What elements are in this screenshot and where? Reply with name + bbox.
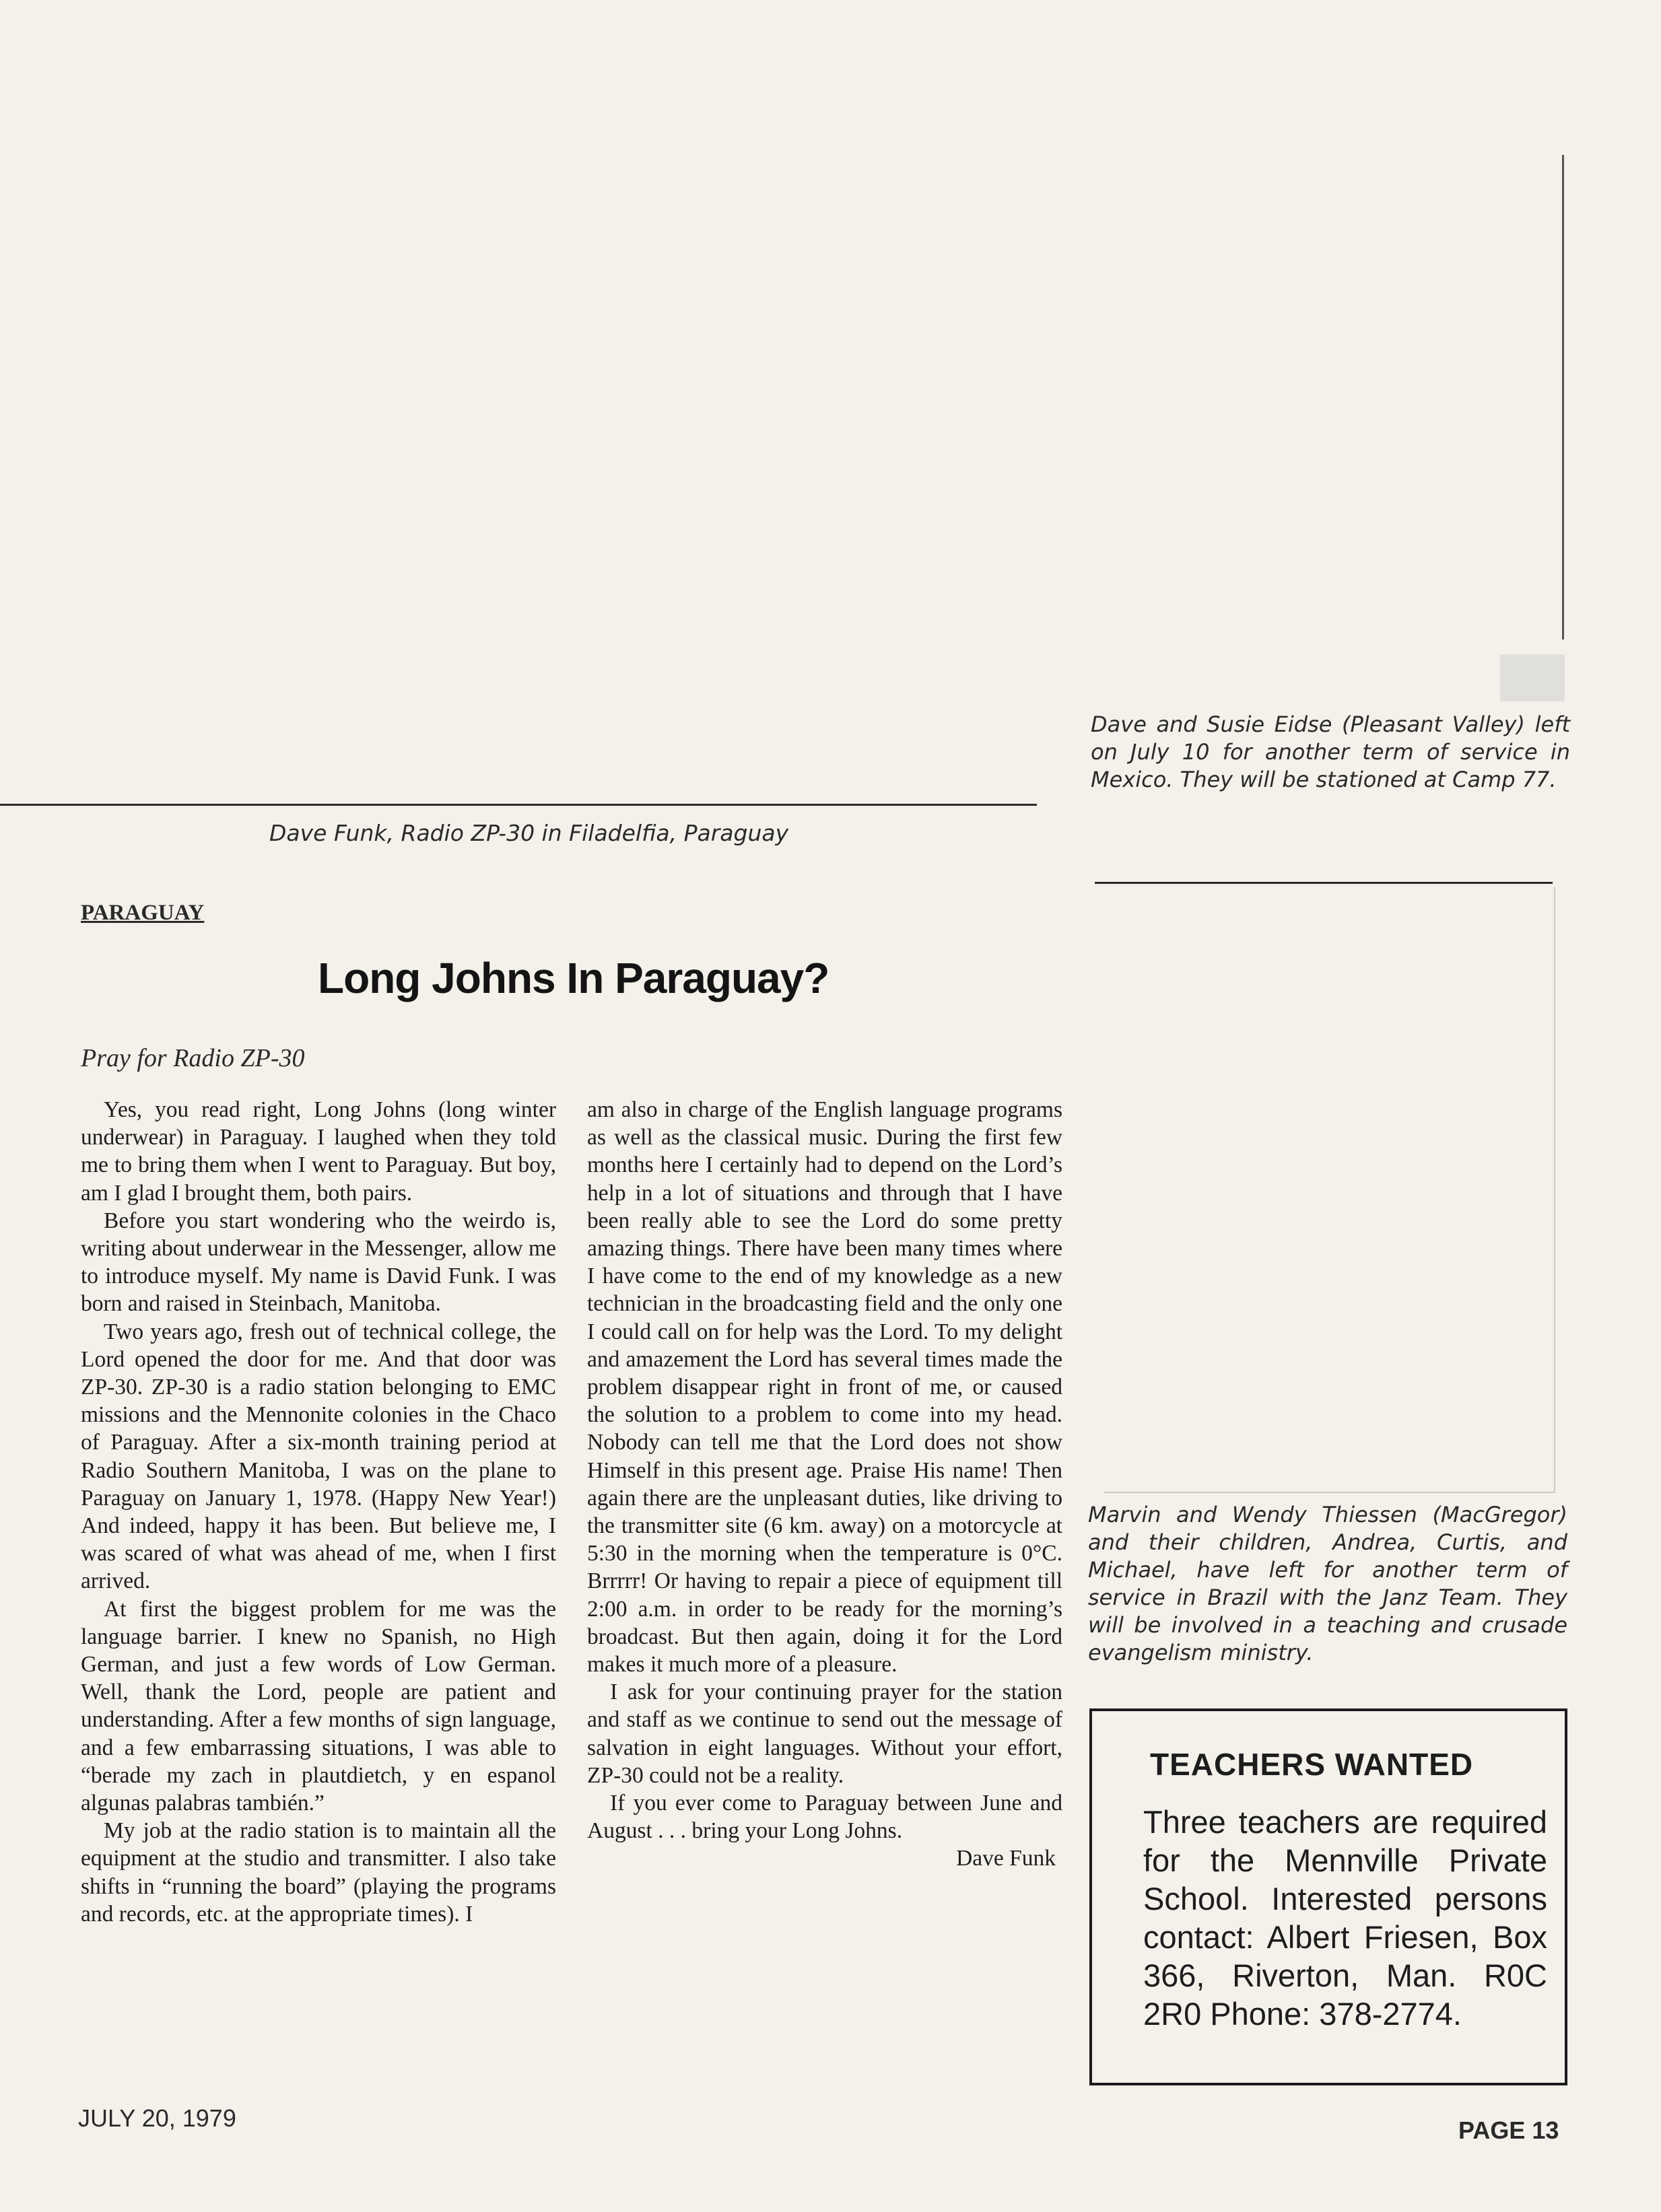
paragraph: I ask for your continuing prayer for the station and staff as we continue to send out the message of salvation in eight languages. Without your effort, ZP-30 could not be a reality. — [587, 1680, 1062, 1788]
photo-bottom-rule — [0, 804, 1037, 806]
photo-thiessen-frame — [1104, 887, 1555, 1493]
paragraph: Two years ago, fresh out of technical college, the Lord opened the door for me. And that door was ZP-30. ZP-30 is a radio station belonging to EMC missions and the Mennonite colonies in the Chaco of Paraguay. After a six-month training period at Radio Southern Manitoba, I was on the plane to Paraguay on January 1, 1978. (Happy New Year!) And indeed, happy it has been. But believe me, I was scared of what was ahead of me, when I first arrived. — [81, 1319, 556, 1594]
article-subtitle: Pray for Radio ZP-30 — [81, 1044, 305, 1072]
ad-title: TEACHERS WANTED — [1150, 1747, 1474, 1782]
paragraph: My job at the radio station is to maintain all the equipment at the studio and transmitter. I also take shifts in “running the board” (playing the programs and records, etc. at the appropriate times). I — [81, 1818, 556, 1927]
article-title: Long Johns In Paraguay? — [318, 954, 829, 1002]
photo-dave-funk — [0, 0, 1050, 801]
caption-dave-funk: Dave Funk, Radio ZP-30 in Filadelfia, Paraguay — [269, 820, 789, 846]
page-number: PAGE 13 — [1458, 2116, 1559, 2144]
paragraph: If you ever come to Paraguay between June and August . . . bring your Long Johns. — [587, 1791, 1062, 1844]
teachers-wanted-ad — [1089, 1708, 1567, 2085]
paragraph: Yes, you read right, Long Johns (long winter underwear) in Paraguay. I laughed when they told me to bring them when I went to Paraguay. But boy, am I glad I brought them, both pairs. — [81, 1097, 556, 1206]
section-label: PARAGUAY — [81, 901, 205, 925]
photo-thiessen-top-rule — [1095, 882, 1553, 884]
byline: Dave Funk — [956, 1846, 1056, 1871]
photo-eidse-speckle — [1500, 654, 1565, 701]
paragraph: am also in charge of the English language programs as well as the classical music. During the first few months here I certainly had to depend on the Lord’s help in a lot of situations and through that I have been really able to see the Lord do some pretty amazing things. There have been many times where I have come to the end of my knowledge as a new technician in the broadcasting field and the only one I could call on for help was the Lord. To my delight and amazement the Lord has several times made the problem disappear right in front of me, or caused the solution to a problem to come into my head. Nobody can tell me that the Lord does not show Himself in this present age. Praise His name! Then again there are the unpleasant duties, like driving to the transmitter site (6 km. away) on a motorcycle at 5:30 in the morning when the temperature is 0°C. Brrrrr! Or having to repair a piece of equipment till 2:00 a.m. in order to be ready for the morning’s broadcast. But then again, doing it for the Lord makes it much more of a pleasure. — [587, 1097, 1062, 1678]
ad-body: Three teachers are required for the Mennville Private School. Interested persons contact: Albert Friesen, Box 366, Riverton, Man. R0C 2R0 Phone: 378-2774. — [1143, 1804, 1547, 2032]
issue-date: JULY 20, 1979 — [78, 2104, 236, 2132]
caption-thiessen: Marvin and Wendy Thiessen (MacGregor) and their children, Andrea, Curtis, and Michael, have left for another term of service in Brazil with the Janz Team. They will be involved in a teaching and crusade evangelism ministry. — [1088, 1502, 1567, 1665]
article-column-1 — [81, 1096, 556, 1928]
paragraph: At first the biggest problem for me was the language barrier. I knew no Spanish, no High German, and just a few words of Low German. Well, thank the Lord, people are patient and understanding. After a few months of sign language, and a few embarrassing situations, I was able to “berade my zach in plautdietch, y en espanol algunas palabras también.” — [81, 1596, 556, 1816]
article-column-2 — [587, 1096, 1062, 1873]
paragraph: Before you start wondering who the weirdo is, writing about underwear in the Messenger, allow me to introduce myself. My name is David Funk. I was born and raised in Steinbach, Manitoba. — [81, 1208, 556, 1317]
caption-eidse: Dave and Susie Eidse (Pleasant Valley) left on July 10 for another term of service in Mexico. They will be stationed at Camp 77. — [1091, 712, 1570, 792]
photo-eidse-right-edge — [1562, 155, 1564, 640]
